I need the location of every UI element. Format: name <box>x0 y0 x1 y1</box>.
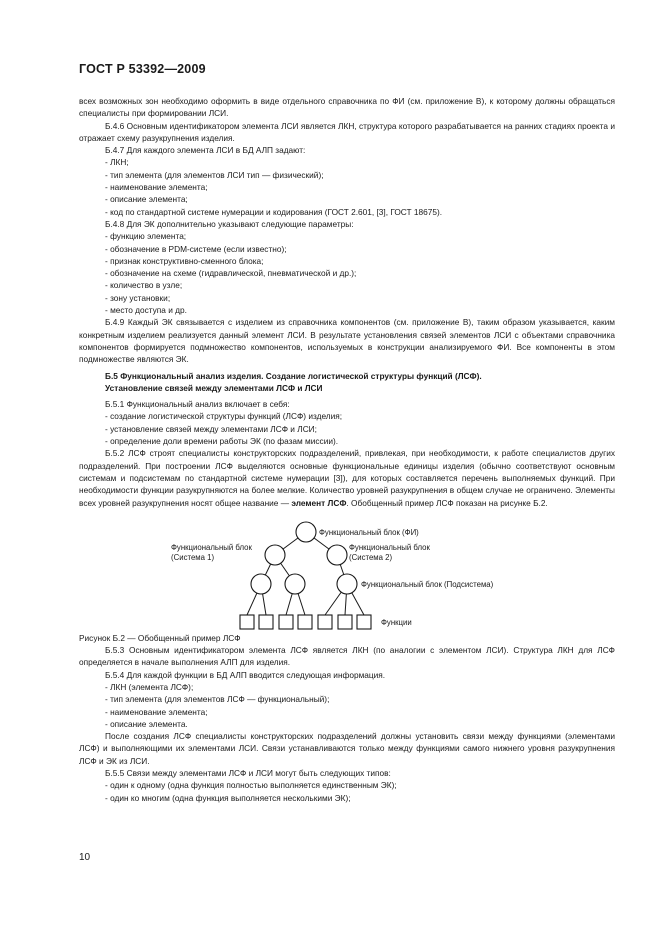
paragraph-b55: Б.5.5 Связи между элементами ЛСФ и ЛСИ могут быть следующих типов: <box>105 768 391 779</box>
page-number: 10 <box>79 852 91 863</box>
list-item: - ЛКН (элемента ЛСФ); <box>105 681 194 692</box>
label-top: Функциональный блок (ФИ) <box>319 527 419 537</box>
label-subsystem: Функциональный блок (Подсистема) <box>361 579 494 589</box>
tree-node-subsystem <box>285 574 305 594</box>
label-left-1: Функциональный блок <box>171 542 252 552</box>
paragraph-b52 <box>79 447 615 508</box>
list-item: - описание элемента. <box>105 718 188 729</box>
list-item: - ЛКН; <box>105 157 129 168</box>
list-item: - наименование элемента; <box>105 182 208 193</box>
list-item: - наименование элемента; <box>105 706 208 717</box>
tree-node-system-2 <box>327 545 347 565</box>
tree-leaf-function <box>259 615 273 629</box>
list-item: - установление связей между элементами ЛСФ и ЛСИ; <box>105 423 317 434</box>
tree-node-root <box>296 522 316 542</box>
paragraph-b47: Б.4.7 Для каждого элемента ЛСИ в БД АЛП задают: <box>105 145 306 156</box>
paragraph-b49: Б.4.9 Каждый ЭК связывается с изделием из справочника компонентов (см. приложение В), таким образом указывается, каким конкретным изделием реализуется данный элемент ЛСИ. В результате установления связей элементов ЛСИ с объектами справочника компонентов формируется подмножество компонентов, используемых в конструкции анализируемого ФИ. Все компоненты в этом подмножестве являются ЭК. <box>79 317 615 365</box>
list-item: - место доступа и др. <box>105 305 187 316</box>
tree-leaf-function <box>298 615 312 629</box>
paragraph: всех возможных зон необходимо оформить в виде отдельного справочника по ФИ (см. приложение В), к которому должны обращаться специалисты при формировании ЛСИ. <box>79 96 615 119</box>
list-item: - обозначение в PDM-системе (если известно); <box>105 243 287 254</box>
list-item: - создание логистической структуры функций (ЛСФ) изделия; <box>105 411 343 422</box>
label-right-1: Функциональный блок <box>349 542 430 552</box>
paragraph-b53: Б.5.3 Основным идентификатором элемента ЛСФ является ЛКН (по аналогии с элементом ЛСИ). Структура ЛКН для ЛСФ определяется в начале выполнения АЛП для изделия. <box>79 645 615 668</box>
b52-text: Б.5.2 ЛСФ строят специалисты конструкторских подразделений, привлекая, при необходимости, к работе специалистов других подразделений. При построении ЛСФ выделяются основные функциональные единицы изделия (обычно соответствуют основным системам и подсистемам по стандартной системе нумерации [3]), для которых составляется перечень выполняемых функций. При необходимости функции разукрупняются на более мелкие. Количество уровней разукрупнения в общем случае не ограничено. Элементы всех уровней разукрупнения носят общее название — <box>79 448 615 508</box>
label-right-2: (Система 2) <box>349 552 393 562</box>
list-item: - описание элемента; <box>105 194 188 205</box>
tree-leaf-function <box>318 615 332 629</box>
b52-tail: . Обобщенный пример ЛСФ показан на рисунке Б.2. <box>346 497 548 508</box>
list-item: - признак конструктивно-сменного блока; <box>105 255 264 266</box>
paragraph-b54-after: После создания ЛСФ специалисты конструкторских подразделений должны установить связи между функциями (элементами ЛСФ) и выполняющими их элементами ЛСИ. Связи устанавливаются только между функциями самого нижнего уровня разукрупнения ЛСФ и ЭК из ЛСИ. <box>79 731 615 766</box>
figure-caption: Рисунок Б.2 — Обобщенный пример ЛСФ <box>79 632 241 643</box>
section-heading-b5: Б.5 Функциональный анализ изделия. Создание логистической структуры функций (ЛСФ). <box>105 370 482 381</box>
paragraph-b46: Б.4.6 Основным идентификатором элемента ЛСИ является ЛКН, структура которого разрабатывается на ранних стадиях проекта и отражает схему разукрупнения изделия. <box>79 120 615 143</box>
list-item: - обозначение на схеме (гидравлической, пневматической и др.); <box>105 268 357 279</box>
tree-leaf-function <box>338 615 352 629</box>
tree-leaf-function <box>279 615 293 629</box>
paragraph-b51: Б.5.1 Функциональный анализ включает в себя: <box>105 399 290 410</box>
list-item: - тип элемента (для элементов ЛСФ — функциональный); <box>105 694 330 705</box>
list-item: - количество в узле; <box>105 280 183 291</box>
tree-node-subsystem <box>251 574 271 594</box>
list-item: - тип элемента (для элементов ЛСИ тип — физический); <box>105 169 324 180</box>
figure-lsf-tree <box>79 514 615 632</box>
tree-node-subsystem <box>337 574 357 594</box>
paragraph-b48: Б.4.8 Для ЭК дополнительно указывают следующие параметры: <box>105 218 354 229</box>
tree-leaf-function <box>240 615 254 629</box>
list-item: - функцию элемента; <box>105 231 187 242</box>
document-header: ГОСТ Р 53392—2009 <box>79 62 206 76</box>
tree-leaf-function <box>357 615 371 629</box>
b52-term: элемент ЛСФ <box>291 497 347 508</box>
page-content <box>79 95 615 804</box>
section-heading-b5-line2: Установление связей между элементами ЛСФ и ЛСИ <box>105 382 323 393</box>
list-item: - зону установки; <box>105 292 171 303</box>
tree-diagram <box>79 514 615 632</box>
tree-node-system-1 <box>265 545 285 565</box>
label-functions: Функции <box>381 617 412 627</box>
paragraph-b54: Б.5.4 Для каждой функции в БД АЛП вводится следующая информация. <box>105 669 386 680</box>
label-left-2: (Система 1) <box>171 552 215 562</box>
list-item: - один к одному (одна функция полностью выполняется единственным ЭК); <box>105 780 397 791</box>
list-item: - один ко многим (одна функция выполняется несколькими ЭК); <box>105 792 351 803</box>
list-item: - определение доли времени работы ЭК (по фазам миссии). <box>105 436 339 447</box>
list-item: - код по стандартной системе нумерации и кодирования (ГОСТ 2.601, [3], ГОСТ 18675). <box>105 206 443 217</box>
